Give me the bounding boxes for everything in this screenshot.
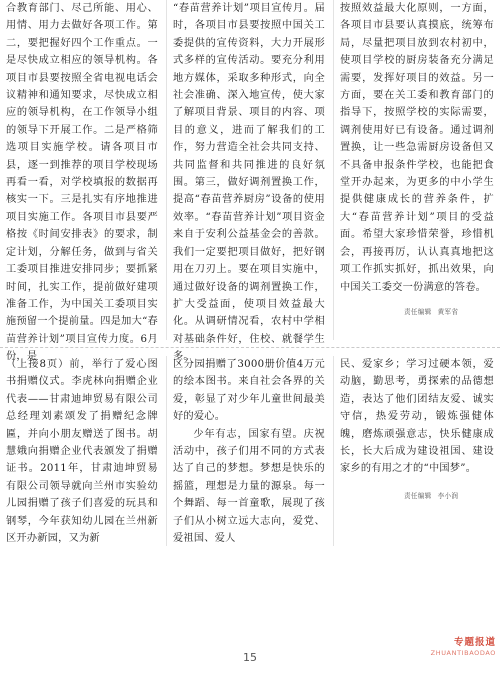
section-brand (431, 637, 496, 658)
column-divider (333, 0, 334, 340)
top-article-column-2 (173, 0, 325, 363)
editor-name: 李小润 (437, 492, 459, 500)
top-article-column-1 (6, 0, 158, 363)
top-editor-credit (404, 306, 458, 316)
paragraph: 按照效益最大化原则，一方面，各项目市县要认真摸底，统筹布局，尽量把项目放到农村初中，使项目学校的厨房装备充分满足需要，发挥好项目的效益。另一方面，要在关工委和教育部门的指导下，按照学校的实际需要，调剂使用好已有设备。通过调剂置换，让一些急需厨房设备但又不具备申报条件学校，也能把食堂开办起来，为更多的中小学生提供健康成长的营养条件，扩大“春苗营养计划”项目的受益面。希望大家珍惜荣誉，珍惜机会，再接再厉，认认真真地把这项工作抓实抓好，抓出效果，向中国关工委交一份满意的答卷。 (340, 3, 494, 293)
editor-name: 黄军省 (437, 308, 459, 316)
paragraph: 少年有志，国家有望。庆祝活动中，孩子们用不同的方式表达了自己的梦想。梦想是快乐的摇篮，理想是力量的源泉。每一个舞蹈、每一首童歌，展现了孩子们从小树立远大志向，爱党、爱祖国、爱人 (173, 428, 325, 545)
paragraph: 民、爱家乡；学习过硬本领，爱动脑，勤思考，勇探索的品德想造，表达了他们团结友爱、诚实守信，热爱劳动，锻炼强健体魄，磨炼顽强意志，快乐健康成长，长大后成为建设祖国、建设家乡的有用之才的“中国梦”。 (340, 359, 494, 475)
section-brand-title: 专题报道 (453, 637, 496, 648)
column-divider (166, 356, 167, 546)
paragraph: “春苗营养计划”项目宣传月。届时，各项目市县要按照中国关工委提供的宣传资料，大力开展形式多样的宣传活动。要充分利用地方媒体，采取多种形式，向全社会准确、深入地宣传，使大家了解项目背景、项目的内容、项目的意义，进而了解我们的工作，努力营造全社会共同支持、共同监督和共同推进的良好氛围。第三，做好调剂置换工作，提高“春苗营养厨房”设备的使用效率。“春苗营养计划”项目资金来自于安利公益基金会的善款。我们一定要把项目做好，把好钢用在刀刃上。要在项目实施中，通过做好设备的调剂置换工作，扩大受益面，使项目效益最大化。从调研情况看，农村中学相对基础条件好，住校、就餐学生多。 (173, 3, 325, 363)
paragraph: 区分园捐赠了3000册价值4万元的绘本图书。来自社会各界的关爱，彰显了对少年儿童世间最美好的爱心。 (173, 359, 325, 423)
story-separator (0, 347, 500, 348)
column-divider (333, 356, 334, 546)
editor-label: 责任编辑 (404, 492, 432, 500)
page-number: 15 (243, 651, 257, 664)
editor-label: 责任编辑 (404, 308, 432, 316)
paragraph: （上接8页）前，举行了爱心图书捐赠仪式。李虎林向捐赠企业代表——甘肃迪坤贸易有限公司总经理刘素颂发了捐赠纪念牌匾，并向小朋友赠送了图书。胡慧娥向捐赠企业代表颁发了捐赠证书。2011年，甘肃迪坤贸易有限公司领导就向兰州市实验幼儿园捐赠了孩子们喜爱的玩具和钢琴，今年获知幼儿园在兰州新区开办新园，又为新 (6, 359, 158, 545)
bottom-article-column-3 (340, 356, 494, 486)
paragraph: 合教育部门、尽己所能、用心、用情、用力去做好各项工作。第二，要把握好四个工作重点。一是尽快成立相应的领导机构。各项目市县要按照全省电视电话会议精神和通知要求，尽快成立相应的领导机构，在工作领导小组的领导下开展工作。二是严格筛选项目实施学校。请各项目市县，逐一到推荐的项目学校现场再看一看，对学校填报的数据再核实一下。三是扎实有序地推进项目实施工作。各项目市县要严格按《时间安排表》的要求，制定计划，分解任务，做到与省关工委项目推进安排同步；要抓紧时间，扎实工作，提前做好建项准备工作，为中国关工委项目实施预留一个提前量。四是加大“春苗营养计划”项目宣传力度。6月份，是 (6, 3, 158, 363)
bottom-editor-credit (404, 490, 458, 500)
top-article-column-3 (340, 0, 494, 300)
section-brand-pinyin: ZHUANTIBAODAO (430, 649, 496, 657)
bottom-article-column-1 (6, 356, 158, 546)
bottom-article-column-2 (173, 356, 325, 546)
column-divider (166, 0, 167, 340)
